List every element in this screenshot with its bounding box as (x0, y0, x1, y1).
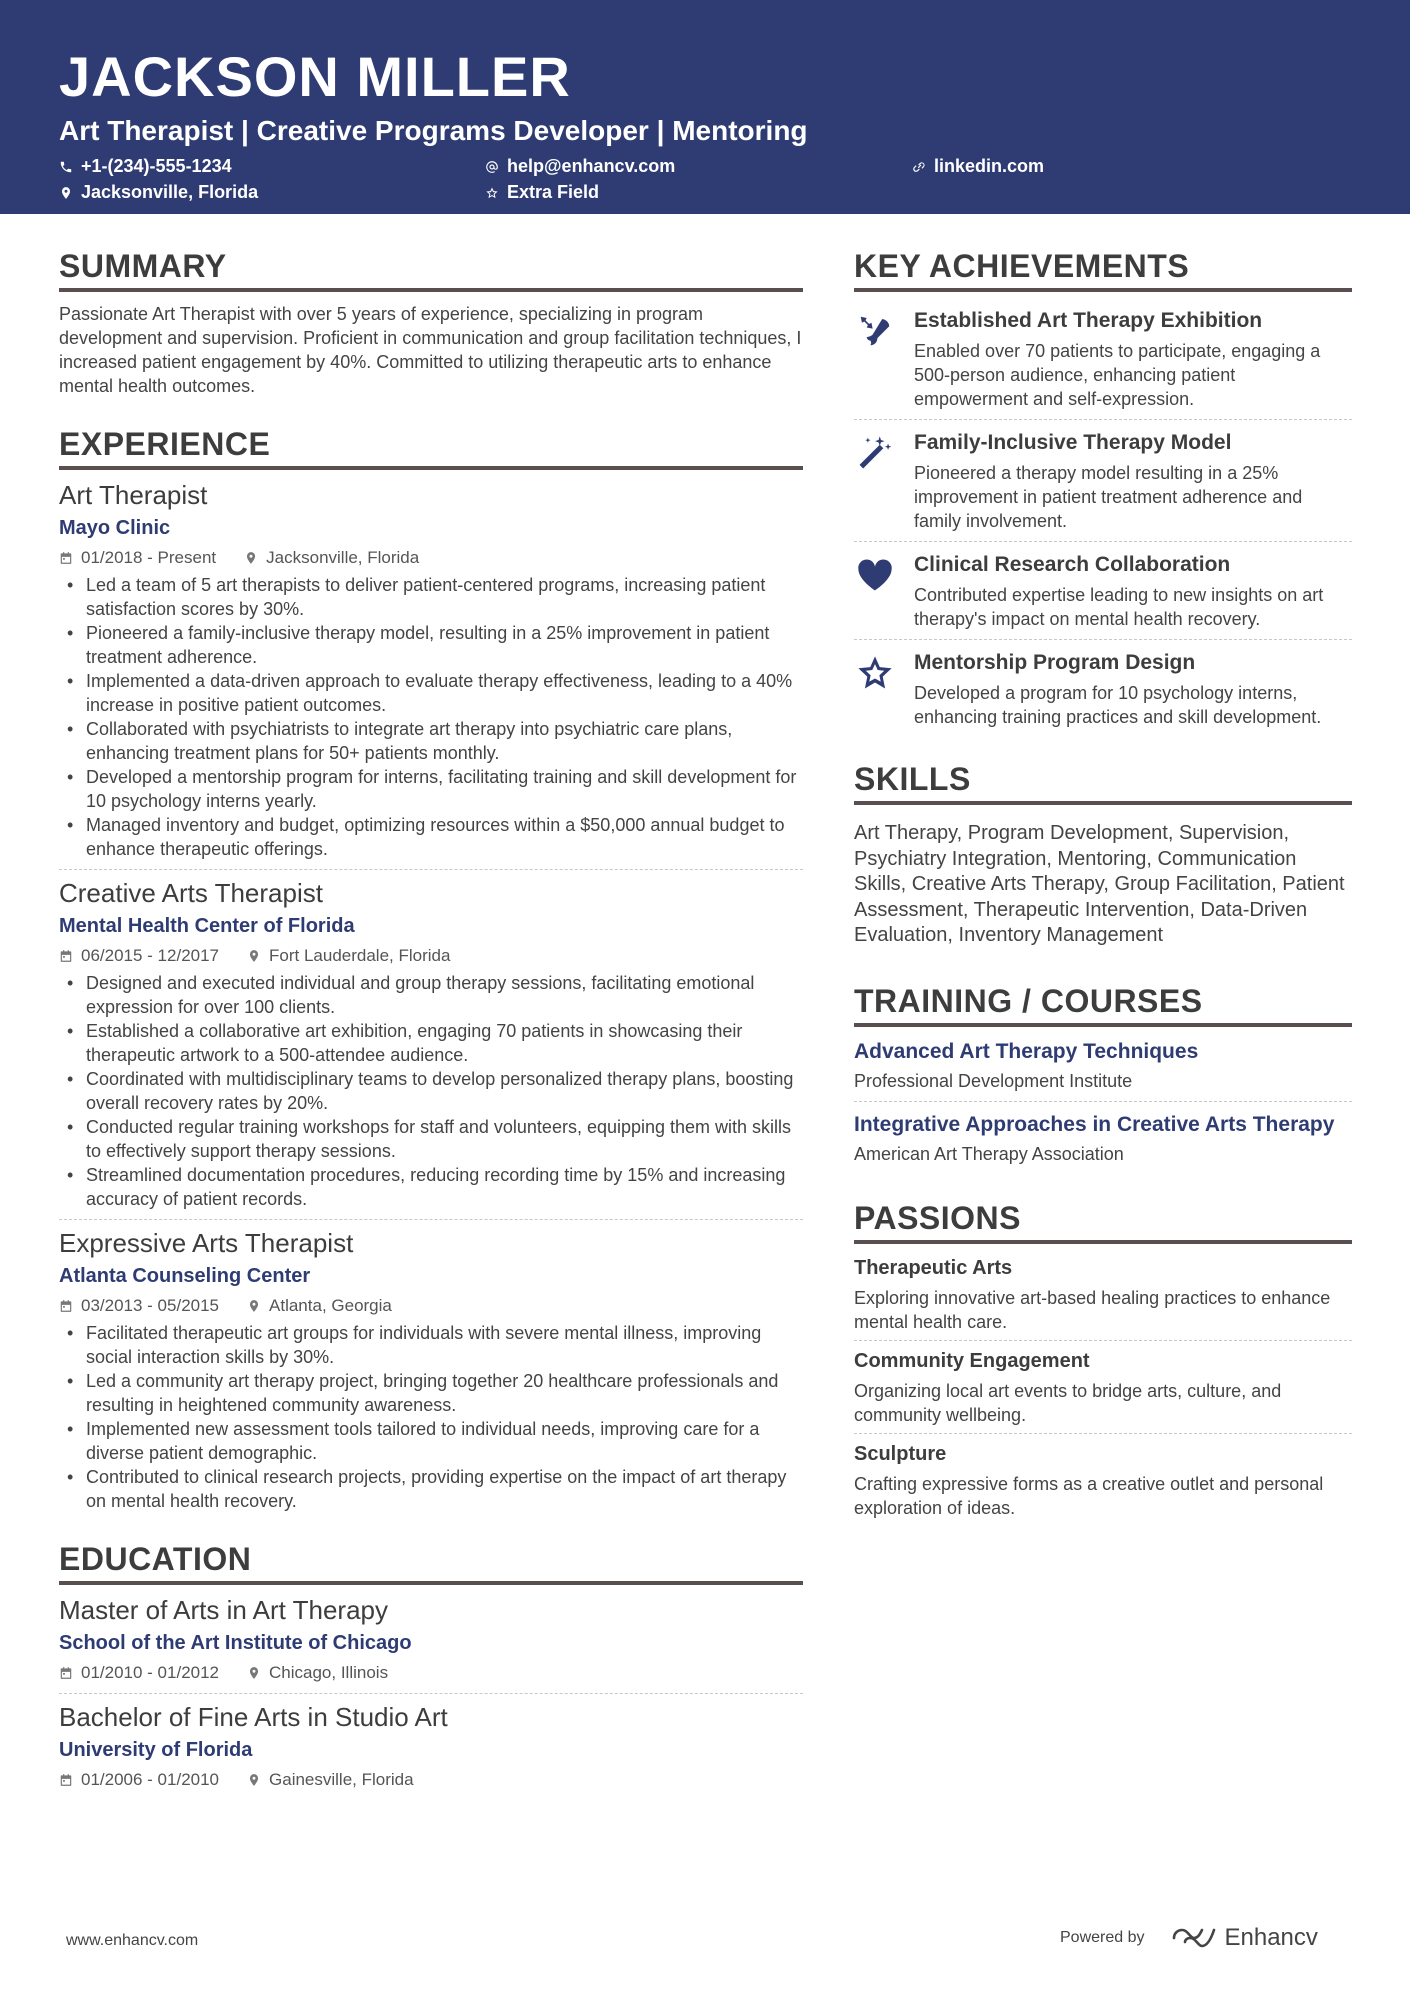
course-item (854, 1110, 1352, 1166)
course-title: Integrative Approaches in Creative Arts Therapy (854, 1112, 1335, 1136)
right-column (854, 246, 1352, 1520)
divider (59, 1219, 803, 1220)
training-heading: TRAINING / COURSES (854, 981, 1352, 1027)
job-meta (59, 944, 803, 968)
achievement-desc: Enabled over 70 patients to participate, engaging a 500-person audience, enhancing patient empowerment and self-expression. (914, 341, 1321, 409)
divider (854, 639, 1352, 640)
passion-item (854, 1347, 1352, 1427)
list-item: • Implemented a data-driven approach to evaluate therapy effectiveness, leading to a 40% increase in positive patient outcomes. (59, 669, 803, 717)
job-bullets (59, 1321, 803, 1513)
divider (854, 1340, 1352, 1341)
list-item: • Streamlined documentation procedures, reducing recording time by 15% and increasing accuracy of patient records. (59, 1163, 803, 1211)
achievement-title: Mentorship Program Design (914, 651, 1196, 674)
job-dates: 03/2013 - 05/2015 (81, 1296, 220, 1315)
company-name: Atlanta Counseling Center (59, 1265, 311, 1287)
enhancv-logo-icon (1171, 1926, 1217, 1950)
job-location: Fort Lauderdale, Florida (269, 946, 451, 965)
company-name: Mayo Clinic (59, 517, 171, 539)
magic-wand-icon (856, 434, 894, 472)
calendar-icon (59, 551, 73, 565)
education-entry (59, 1593, 803, 1685)
job-title: Expressive Arts Therapist (59, 1228, 354, 1258)
achievement-item (854, 424, 1352, 541)
education-dates: 01/2010 - 01/2012 (81, 1663, 220, 1682)
extra-text: Extra Field (507, 182, 600, 202)
at-icon (485, 160, 499, 174)
calendar-icon (59, 1666, 73, 1680)
school-name: School of the Art Institute of Chicago (59, 1632, 412, 1654)
list-item: • Established a collaborative art exhibition, engaging 70 patients in showcasing their therapeutic artwork to a 500-attendee audience. (59, 1019, 803, 1067)
degree-title: Bachelor of Fine Arts in Studio Art (59, 1702, 448, 1732)
education-meta (59, 1661, 803, 1685)
linkedin-text: linkedin.com (934, 156, 1045, 176)
calendar-icon (59, 1773, 73, 1787)
achievement-desc: Developed a program for 10 psychology interns, enhancing training practices and skill development. (914, 683, 1322, 727)
passions-section (854, 1198, 1352, 1520)
left-column (59, 246, 803, 1792)
achievement-title: Family-Inclusive Therapy Model (914, 431, 1232, 454)
contact-phone (59, 156, 232, 177)
brush-icon (856, 312, 894, 350)
job-dates: 01/2018 - Present (81, 548, 217, 567)
education-meta (59, 1768, 803, 1792)
job-dates: 06/2015 - 12/2017 (81, 946, 220, 965)
passions-heading: PASSIONS (854, 1198, 1352, 1244)
achievements-section (854, 246, 1352, 737)
list-item: • Developed a mentorship program for interns, facilitating training and skill development for 10 psychology interns yearly. (59, 765, 803, 813)
course-org: Professional Development Institute (854, 1070, 1133, 1091)
phone-icon (59, 160, 73, 174)
passion-desc: Exploring innovative art-based healing practices to enhance mental health care. (854, 1287, 1331, 1332)
link-icon (912, 160, 926, 174)
contact-extra (485, 182, 599, 203)
star-outline-icon (485, 186, 499, 200)
course-org: American Art Therapy Association (854, 1143, 1124, 1164)
education-entry (59, 1700, 803, 1792)
email-text: help@enhancv.com (507, 156, 676, 176)
degree-title: Master of Arts in Art Therapy (59, 1595, 388, 1625)
candidate-title: Art Therapist | Creative Programs Developer | Mentoring (59, 115, 808, 146)
job-bullets (59, 971, 803, 1211)
passion-title: Therapeutic Arts (854, 1256, 1013, 1279)
list-item: • Conducted regular training workshops for staff and volunteers, equipping them with skills to effectively support therapy sessions. (59, 1115, 803, 1163)
achievement-title: Clinical Research Collaboration (914, 553, 1231, 576)
resume-header (0, 0, 1410, 214)
divider (59, 869, 803, 870)
experience-section (59, 424, 803, 1513)
summary-text: Passionate Art Therapist with over 5 years of experience, specializing in program development and supervision. Proficient in communication and group facilitation techniques, I increased patient engagement by 40%. Committed to utilizing therapeutic arts to enhance mental health outcomes. (59, 304, 802, 396)
experience-heading: EXPERIENCE (59, 424, 803, 470)
candidate-name: JACKSON MILLER (59, 45, 571, 108)
education-location: Gainesville, Florida (269, 1770, 414, 1789)
achievements-heading: KEY ACHIEVEMENTS (854, 246, 1352, 292)
experience-entry (59, 876, 803, 1211)
achievement-item (854, 546, 1352, 639)
passion-item (854, 1440, 1352, 1520)
star-icon (856, 654, 894, 692)
job-title: Art Therapist (59, 480, 208, 510)
company-name: Mental Health Center of Florida (59, 915, 355, 937)
list-item: • Implemented new assessment tools tailored to individual needs, improving care for a diverse patient demographic. (59, 1417, 803, 1465)
skills-text: Art Therapy, Program Development, Supervision, Psychiatry Integration, Mentoring, Communication Skills, Creative Arts Therapy, Group Facilitation, Patient Assessment, Therapeutic Intervention, Data-Driven Evaluation, Inventory Management (854, 822, 1345, 947)
education-section (59, 1539, 803, 1792)
location-pin-icon (59, 186, 73, 200)
list-item: • Led a community art therapy project, bringing together 20 healthcare professionals and resulting in heightened community awareness. (59, 1369, 803, 1417)
contact-location (59, 182, 258, 203)
location-pin-icon (247, 1666, 261, 1680)
list-item: • Contributed to clinical research projects, providing expertise on the impact of art therapy on mental health recovery. (59, 1465, 803, 1513)
passion-title: Sculpture (854, 1442, 947, 1465)
powered-by-text: Powered by (1060, 1929, 1145, 1946)
divider (854, 1433, 1352, 1434)
course-title: Advanced Art Therapy Techniques (854, 1039, 1199, 1063)
list-item: • Pioneered a family-inclusive therapy model, resulting in a 25% improvement in patient treatment adherence. (59, 621, 803, 669)
passion-item (854, 1254, 1352, 1334)
education-location: Chicago, Illinois (269, 1663, 389, 1682)
summary-heading: SUMMARY (59, 246, 803, 292)
list-item: • Coordinated with multidisciplinary teams to develop personalized therapy plans, boosting overall recovery rates by 20%. (59, 1067, 803, 1115)
skills-heading: SKILLS (854, 759, 1352, 805)
passion-desc: Organizing local art events to bridge arts, culture, and community wellbeing. (854, 1380, 1282, 1425)
footer-branding (1060, 1924, 1318, 1952)
calendar-icon (59, 1299, 73, 1313)
location-pin-icon (244, 551, 258, 565)
list-item: • Facilitated therapeutic art groups for individuals with severe mental illness, improving social interaction skills by 30%. (59, 1321, 803, 1369)
achievement-desc: Pioneered a therapy model resulting in a 25% improvement in patient treatment adherence and family involvement. (914, 463, 1303, 531)
divider (854, 541, 1352, 542)
divider (854, 419, 1352, 420)
job-bullets (59, 573, 803, 861)
experience-entry (59, 478, 803, 861)
list-item: • Designed and executed individual and group therapy sessions, facilitating emotional expression for over 100 clients. (59, 971, 803, 1019)
passion-desc: Crafting expressive forms as a creative outlet and personal exploration of ideas. (854, 1473, 1324, 1518)
phone-text: +1-(234)-555-1234 (81, 156, 232, 176)
list-item: • Led a team of 5 art therapists to deliver patient-centered programs, increasing patient satisfaction scores by 30%. (59, 573, 803, 621)
list-item: • Collaborated with psychiatrists to integrate art therapy into psychiatric care plans, enhancing treatment plans for 50+ patients monthly. (59, 717, 803, 765)
location-pin-icon (247, 949, 261, 963)
job-meta (59, 1294, 803, 1318)
skills-section (854, 759, 1352, 949)
location-pin-icon (247, 1773, 261, 1787)
location-text: Jacksonville, Florida (81, 182, 259, 202)
job-meta (59, 546, 803, 570)
contact-linkedin[interactable] (912, 156, 1044, 177)
heart-icon (856, 556, 894, 594)
passion-title: Community Engagement (854, 1349, 1090, 1372)
brand-text: Enhancv (1224, 1924, 1318, 1951)
course-item (854, 1037, 1352, 1093)
list-item: • Managed inventory and budget, optimizing resources within a $50,000 annual budget to enhance therapeutic offerings. (59, 813, 803, 861)
achievement-item (854, 302, 1352, 419)
job-location: Jacksonville, Florida (266, 548, 420, 567)
education-heading: EDUCATION (59, 1539, 803, 1585)
contact-email[interactable] (485, 156, 675, 177)
job-location: Atlanta, Georgia (269, 1296, 392, 1315)
experience-entry (59, 1226, 803, 1513)
training-section (854, 981, 1352, 1166)
achievement-title: Established Art Therapy Exhibition (914, 309, 1263, 332)
divider (59, 1693, 803, 1694)
contact-info (59, 156, 1410, 216)
job-title: Creative Arts Therapist (59, 878, 323, 908)
divider (854, 1101, 1352, 1102)
summary-section (59, 246, 803, 398)
footer-website[interactable]: www.enhancv.com (66, 1932, 199, 1949)
location-pin-icon (247, 1299, 261, 1313)
education-dates: 01/2006 - 01/2010 (81, 1770, 220, 1789)
school-name: University of Florida (59, 1739, 253, 1761)
achievement-desc: Contributed expertise leading to new insights on art therapy's impact on mental health recovery. (914, 585, 1324, 629)
enhancv-logo[interactable] (1171, 1924, 1318, 1952)
achievement-item (854, 644, 1352, 737)
calendar-icon (59, 949, 73, 963)
